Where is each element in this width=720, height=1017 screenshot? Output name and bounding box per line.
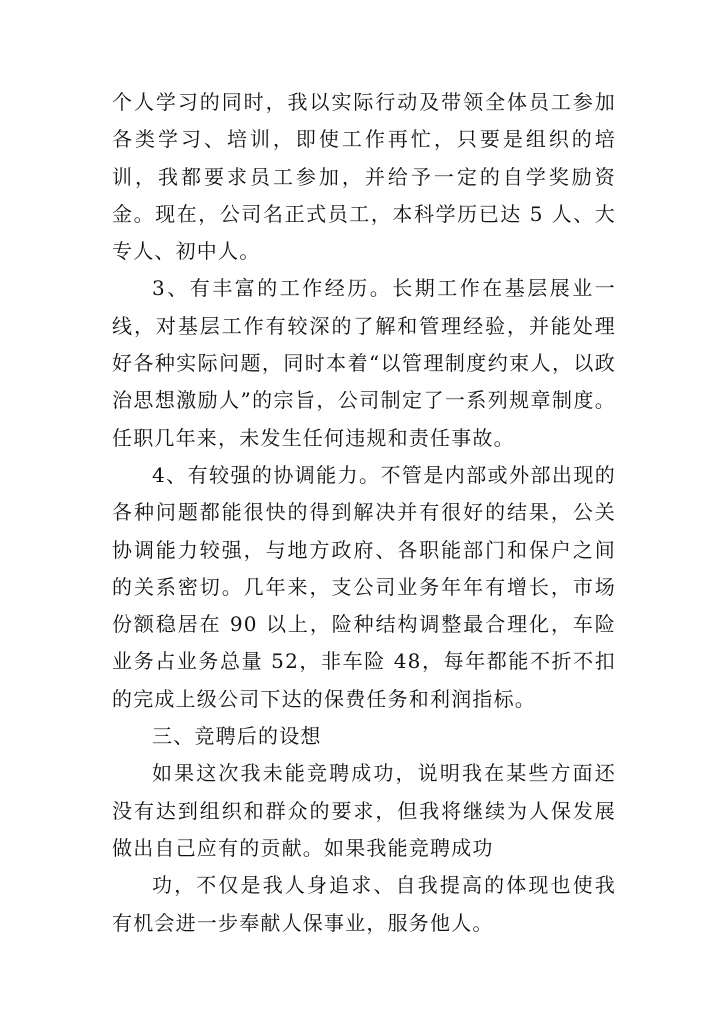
paragraph-5: 如果这次我未能竞聘成功，说明我在某些方面还没有达到组织和群众的要求，但我将继续为人保发展做出自己应有的贡献。如果我能竞聘成功 (112, 761, 616, 860)
document-body (112, 84, 616, 942)
paragraph-6: 功，不仅是我人身追求、自我提高的体现也使我有机会进一步奉献人保事业，服务他人。 (112, 873, 616, 935)
paragraph-3: 4、有较强的协调能力。不管是内部或外部出现的各种问题都能很快的得到解决并有很好的结果，公关协调能力较强，与地方政府、各职能部门和保户之间的关系密切。几年来，支公司业务年年有增长，市场份额稳居在 90 以上，险种结构调整最合理化，车险业务占业务总量 52，非车险 48，每年都能不折不扣的完成上级公司下达的保费任务和利润指标。 (112, 462, 616, 711)
paragraph-2: 3、有丰富的工作经历。长期工作在基层展业一线，对基层工作有较深的了解和管理经验，并能处理好各种实际问题，同时本着“以管理制度约束人，以政治思想激励人”的宗旨，公司制定了一系列规章制度。任职几年来，未发生任何违规和责任事故。 (112, 276, 616, 450)
section-heading: 三、竞聘后的设想 (152, 724, 322, 749)
paragraph-1: 个人学习的同时，我以实际行动及带领全体员工参加各类学习、培训，即使工作再忙，只要是组织的培训，我都要求员工参加，并给予一定的自学奖励资金。现在，公司名正式员工，本科学历已达 5 人、大专人、初中人。 (112, 90, 616, 264)
